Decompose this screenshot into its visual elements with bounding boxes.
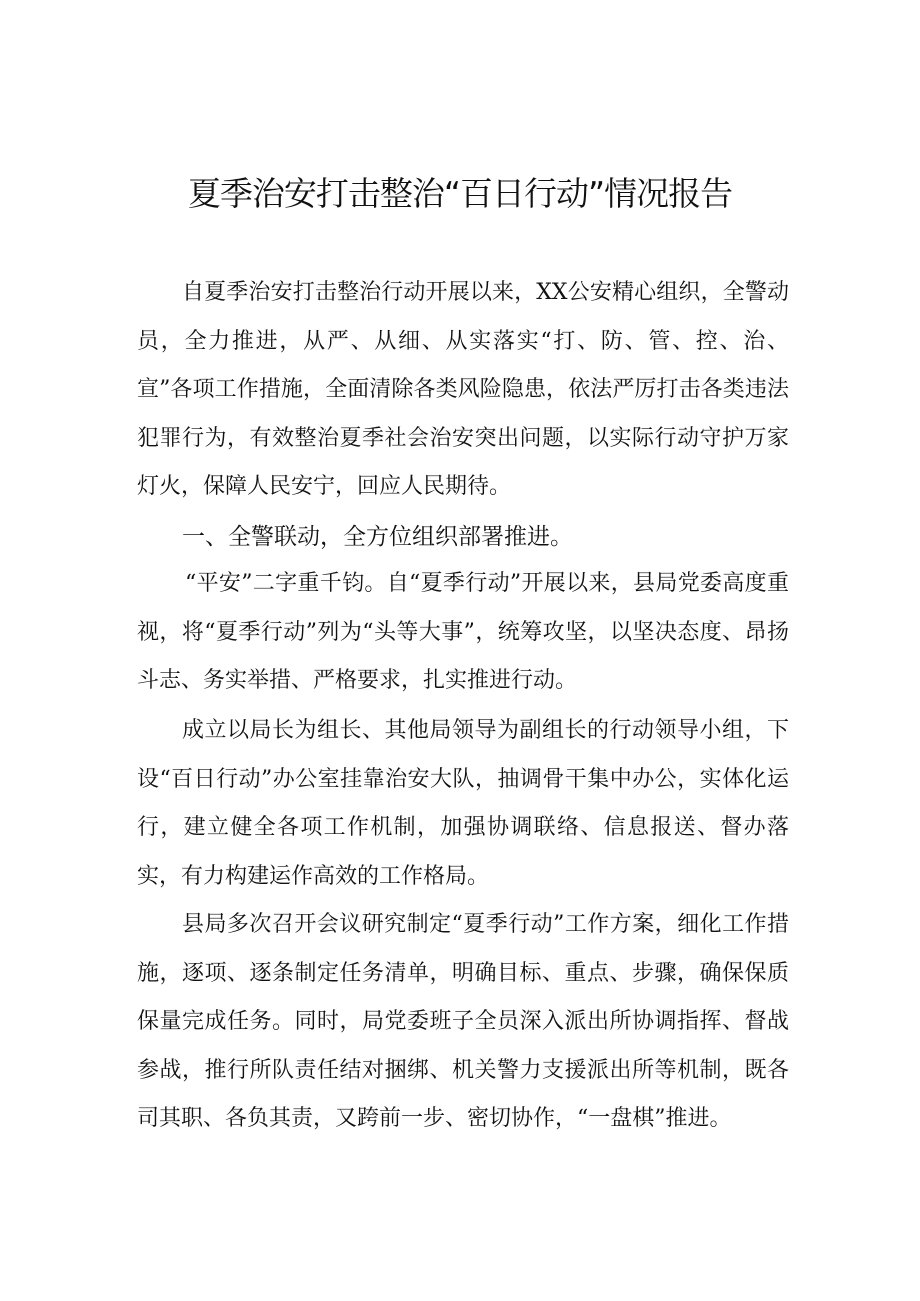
intro-paragraph: 自夏季治安打击整治行动开展以来，XX公安精心组织，全警动员，全力推进，从严、从细、从实落实“打、防、管、控、治、宣”各项工作措施，全面清除各类风险隐患，依法严厉打击各类违法犯罪行为，有效整治夏季社会治安突出问题，以实际行动守护万家灯火，保障人民安宁，回应人民期待。: [137, 280, 789, 499]
document-title: 夏季治安打击整治“百日行动”情况报告: [187, 174, 733, 213]
body-paragraph-1: “平安”二字重千钧。自“夏季行动”开展以来，县局党委高度重视，将“夏季行动”列为“头等大事”，统筹攻坚，以坚决态度、昂扬斗志、务实举措、严格要求，扎实推进行动。: [137, 571, 789, 693]
body-paragraph-3: 县局多次召开会议研究制定“夏季行动”工作方案，细化工作措施，逐项、逐条制定任务清单，明确目标、重点、步骤，确保保质保量完成任务。同时，局党委班子全员深入派出所协调指挥、督战参战，推行所队责任结对捆绑、机关警力支援派出所等机制，既各司其职、各负其责，又跨前一步、密切协作，“一盘棋”推进。: [137, 912, 789, 1131]
body-paragraph-2: 成立以局长为组长、其他局领导为副组长的行动领导小组，下设“百日行动”办公室挂靠治安大队，抽调骨干集中办公，实体化运行，建立健全各项工作机制，加强协调联络、信息报送、督办落实，有力构建运作高效的工作格局。: [137, 718, 789, 889]
section-heading: 一、全警联动，全方位组织部署推进。: [182, 524, 573, 550]
